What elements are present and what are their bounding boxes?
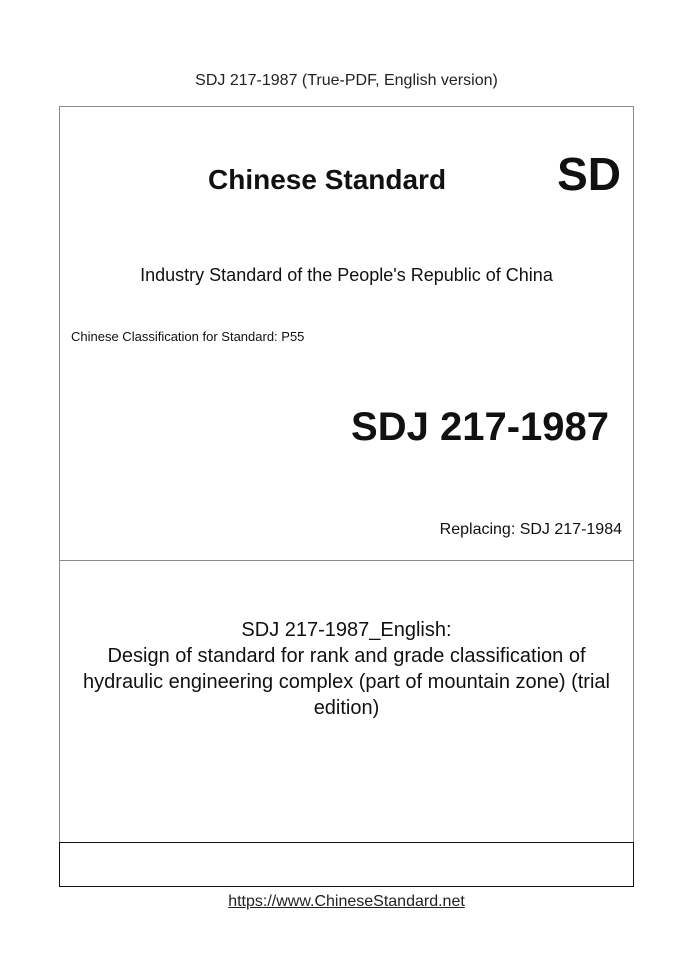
cover-frame	[59, 106, 634, 843]
website-link[interactable]: https://www.ChineseStandard.net	[228, 893, 465, 910]
cover-subtitle: Industry Standard of the People's Republic of China	[140, 265, 553, 285]
footer-link-container	[0, 893, 693, 911]
description-line: SDJ 217-1987_English:	[241, 619, 452, 641]
standard-number: SDJ 217-1987	[351, 405, 609, 449]
classification-label: Chinese Classification for Standard: P55	[71, 329, 305, 344]
footer-box	[59, 842, 634, 887]
document-header-title: SDJ 217-1987 (True-PDF, English version)	[195, 72, 498, 89]
description-line: hydraulic engineering complex (part of mountain zone) (trial	[83, 671, 610, 693]
description-line: Design of standard for rank and grade classification of	[107, 645, 586, 667]
replacing-label: Replacing: SDJ 217-1984	[439, 521, 622, 538]
cover-title: Chinese Standard	[208, 164, 447, 195]
cover-top-block	[60, 107, 633, 561]
standard-code-abbr: SD	[557, 148, 621, 200]
description-line: edition)	[313, 697, 380, 719]
standard-description	[60, 617, 633, 721]
